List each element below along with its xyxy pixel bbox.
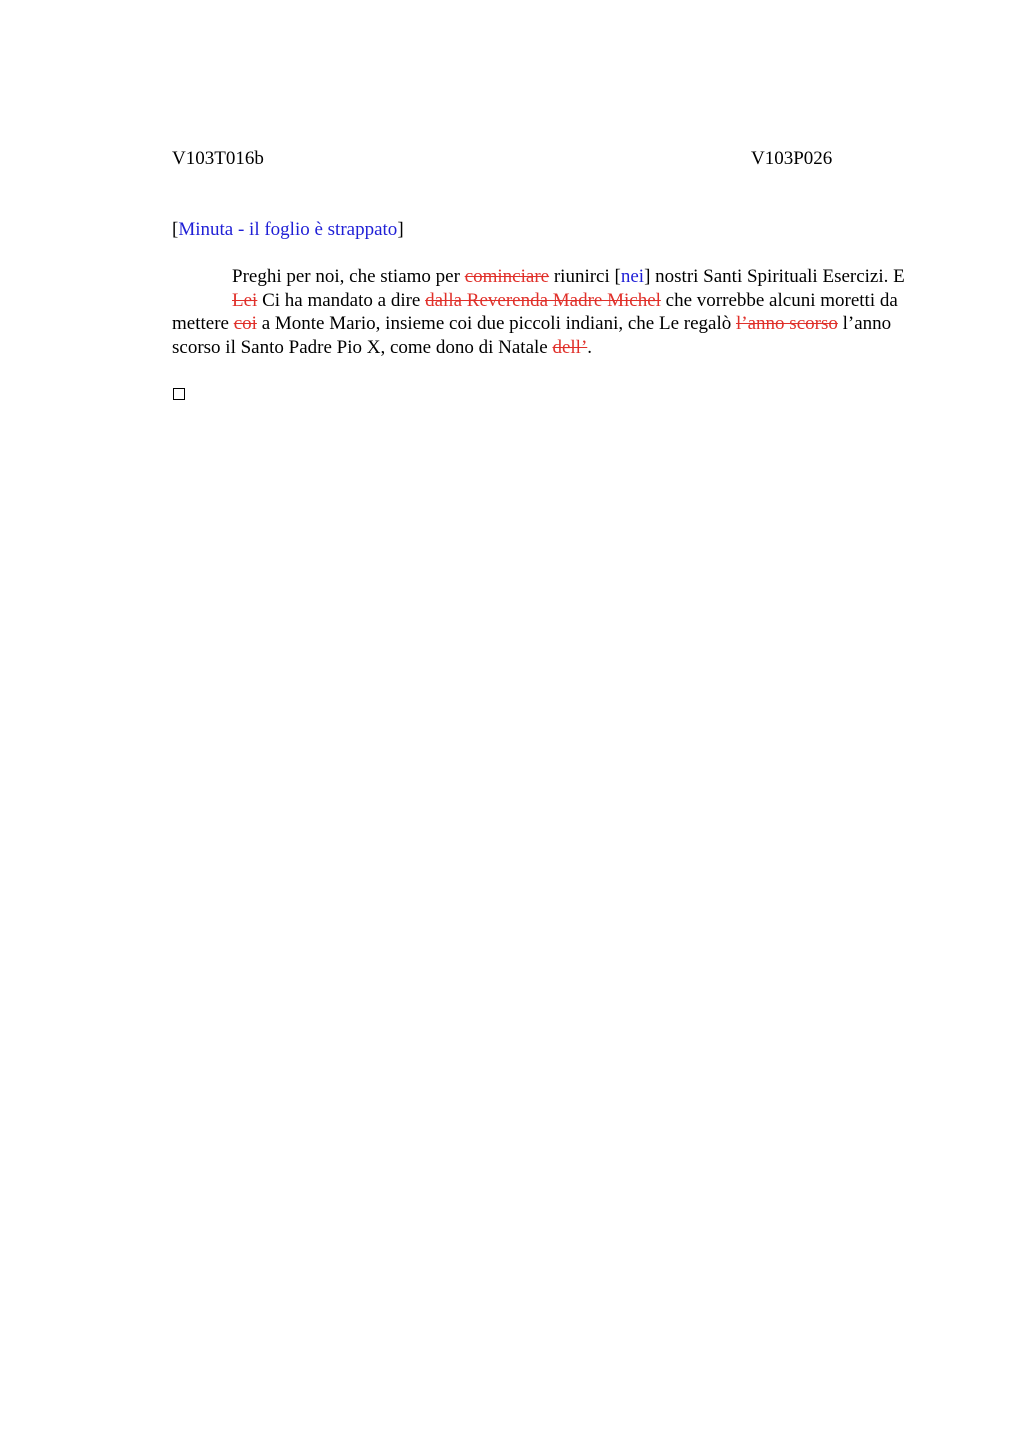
document-code-left: V103T016b <box>172 148 264 169</box>
deleted-phrase: l’anno scorso <box>736 313 838 335</box>
inserted-word: nei <box>620 266 645 287</box>
empty-checkbox <box>173 388 185 400</box>
note-text: Minuta - il foglio è strappato <box>178 219 398 240</box>
deleted-phrase: dalla Reverenda Madre Michel <box>425 289 661 311</box>
document-code-right: V103P026 <box>751 148 833 169</box>
text-segment: riunirci [ <box>549 266 621 287</box>
text-segment: Preghi per noi, che stiamo per <box>232 266 465 287</box>
deleted-word: dell’ <box>552 336 588 358</box>
deleted-word: cominciare <box>464 266 550 287</box>
text-segment: . <box>587 336 593 358</box>
text-segment: ] nostri Santi Spirituali Esercizi. E <box>644 266 905 287</box>
text-segment: l’anno scorso il Santo Padre Pio X, come dono di Natale <box>172 313 892 358</box>
editorial-note <box>172 218 404 242</box>
deleted-word: Lei <box>232 289 258 311</box>
paragraph-2 <box>172 289 932 360</box>
text-segment: Ci ha mandato a dire <box>257 289 426 311</box>
letter-body <box>172 265 932 359</box>
note-close-bracket: ] <box>397 219 404 240</box>
text-segment: che vorrebbe alcuni moretti da mettere <box>172 289 898 335</box>
deleted-word: coi <box>233 313 257 335</box>
note-open-bracket: [ <box>172 219 179 240</box>
paragraph-1 <box>172 265 932 289</box>
text-segment: a Monte Mario, insieme coi due piccoli indiani, che Le regalò <box>256 313 737 335</box>
